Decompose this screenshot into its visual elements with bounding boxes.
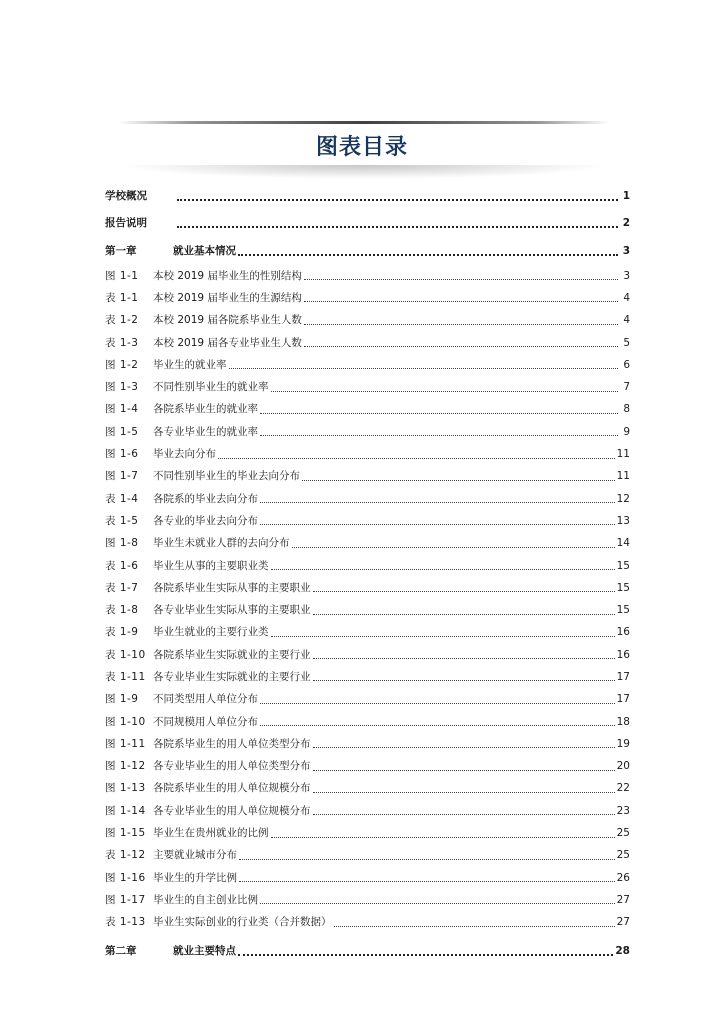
toc-entry-page: 17 (616, 670, 630, 683)
toc-entry[interactable] (105, 889, 630, 911)
toc-entry-page: 27 (616, 893, 630, 906)
toc-entry[interactable] (105, 755, 630, 777)
dot-leader (238, 954, 613, 956)
toc-entry[interactable] (105, 421, 630, 443)
toc-entry-label: 第一章 (105, 244, 137, 257)
toc-entry-title: 不同性别毕业生的毕业去向分布 (153, 470, 300, 483)
dot-leader (260, 903, 615, 904)
toc-entry[interactable] (105, 465, 630, 487)
toc-entry-title: 各院系毕业生的就业率 (153, 403, 258, 416)
toc-entry-title: 各院系的毕业去向分布 (153, 492, 258, 505)
dot-leader (313, 792, 615, 793)
toc-entry-page: 17 (616, 693, 630, 706)
toc-entry-page: 19 (616, 737, 630, 750)
toc-entry[interactable] (105, 867, 630, 889)
toc-entry-label: 表 1-5 (105, 514, 139, 527)
toc-entry[interactable] (105, 911, 630, 933)
toc-entry-title: 各专业毕业生的用人单位规模分布 (153, 804, 311, 817)
toc-entry-title: 各院系毕业生的用人单位类型分布 (153, 737, 311, 750)
dot-leader (260, 435, 618, 436)
dot-leader (271, 569, 615, 570)
toc-entry-title: 毕业去向分布 (153, 448, 216, 461)
toc-entry[interactable] (105, 710, 630, 732)
toc-entry[interactable] (105, 599, 630, 621)
toc-entry-page: 13 (616, 514, 630, 527)
toc-entry-page: 23 (616, 804, 630, 817)
toc-entry-label: 报告说明 (105, 217, 147, 230)
table-of-contents (105, 182, 630, 965)
toc-entry-title: 不同规模用人单位分布 (153, 715, 258, 728)
toc-entry-title: 不同性别毕业生的就业率 (153, 381, 269, 394)
toc-entry[interactable] (105, 621, 630, 643)
page-title: 图表目录 (315, 135, 408, 160)
dot-leader (260, 524, 615, 525)
dot-leader (229, 368, 619, 369)
toc-entry-title: 不同类型用人单位分布 (153, 693, 258, 706)
toc-entry[interactable] (105, 237, 630, 265)
dot-leader (304, 346, 618, 347)
toc-entry[interactable] (105, 554, 630, 576)
toc-entry[interactable] (105, 182, 630, 210)
toc-entry-title: 毕业生就业的主要行业类 (153, 626, 269, 639)
toc-entry-page: 1 (622, 189, 630, 202)
dot-leader (271, 837, 615, 838)
toc-entry-page: 9 (623, 425, 630, 438)
dot-leader (313, 770, 615, 771)
toc-entry-label: 图 1-14 (105, 804, 146, 817)
toc-entry-page: 28 (615, 945, 630, 958)
toc-entry-title: 主要就业城市分布 (153, 849, 237, 862)
dot-leader (271, 391, 619, 392)
toc-entry-label: 表 1-2 (105, 314, 139, 327)
toc-entry-title: 毕业生的升学比例 (153, 871, 237, 884)
toc-entry[interactable] (105, 309, 630, 331)
toc-entry-label: 图 1-1 (105, 269, 139, 282)
dot-leader (302, 480, 615, 481)
toc-entry-label: 表 1-3 (105, 336, 139, 349)
toc-entry-label: 表 1-13 (105, 916, 146, 929)
toc-entry[interactable] (105, 443, 630, 465)
toc-entry-label: 表 1-1 (105, 291, 139, 304)
dot-leader (313, 591, 615, 592)
toc-entry-page: 15 (616, 604, 630, 617)
toc-entry[interactable] (105, 376, 630, 398)
toc-entry[interactable] (105, 800, 630, 822)
toc-entry-label: 图 1-13 (105, 782, 146, 795)
header-rule (118, 121, 610, 124)
dot-leader (260, 725, 615, 726)
toc-entry-title: 就业主要特点 (173, 945, 236, 958)
dot-leader (218, 458, 615, 459)
toc-entry-title: 各专业毕业生实际就业的主要行业 (153, 670, 311, 683)
toc-entry-label: 第二章 (105, 945, 137, 958)
toc-entry[interactable] (105, 644, 630, 666)
toc-entry-label: 图 1-8 (105, 537, 139, 550)
dot-leader (304, 301, 618, 302)
dot-leader (260, 502, 615, 503)
toc-entry-title: 就业基本情况 (173, 244, 236, 257)
toc-entry-title: 各专业的毕业去向分布 (153, 514, 258, 527)
toc-entry-page: 14 (616, 537, 630, 550)
toc-entry-label: 表 1-7 (105, 581, 139, 594)
toc-entry[interactable] (105, 688, 630, 710)
toc-entry-label: 表 1-12 (105, 849, 146, 862)
toc-entry[interactable] (105, 265, 630, 287)
toc-entry[interactable] (105, 287, 630, 309)
toc-entry-label: 图 1-17 (105, 893, 146, 906)
toc-entry-label: 图 1-6 (105, 448, 139, 461)
toc-entry-title: 毕业生在贵州就业的比例 (153, 827, 269, 840)
toc-entry-page: 26 (616, 871, 630, 884)
toc-entry-title: 本校 2019 届毕业生的性别结构 (153, 269, 302, 282)
toc-entry-label: 图 1-9 (105, 693, 139, 706)
dot-leader (304, 324, 618, 325)
toc-entry[interactable] (105, 331, 630, 353)
dot-leader (260, 703, 615, 704)
toc-entry-label: 图 1-11 (105, 737, 146, 750)
toc-entry-title: 毕业生的自主创业比例 (153, 893, 258, 906)
toc-entry-label: 表 1-9 (105, 626, 139, 639)
toc-entry[interactable] (105, 777, 630, 799)
toc-entry[interactable] (105, 487, 630, 509)
toc-entry-label: 表 1-6 (105, 559, 139, 572)
toc-entry-page: 15 (616, 581, 630, 594)
toc-entry-title: 各院系毕业生的用人单位规模分布 (153, 782, 311, 795)
toc-entry-title: 毕业生未就业人群的去向分布 (153, 537, 290, 550)
toc-entry-label: 图 1-5 (105, 425, 139, 438)
toc-entry-title: 各专业毕业生实际从事的主要职业 (153, 604, 311, 617)
toc-entry-title: 本校 2019 届毕业生的生源结构 (153, 291, 302, 304)
toc-entry-label: 学校概况 (105, 189, 147, 202)
toc-entry-page: 8 (623, 403, 630, 416)
toc-entry-label: 图 1-10 (105, 715, 146, 728)
toc-entry-page: 22 (616, 782, 630, 795)
dot-leader (313, 614, 615, 615)
title-shadow (118, 165, 610, 179)
toc-entry-page: 3 (623, 269, 630, 282)
toc-entry-page: 7 (623, 381, 630, 394)
toc-entry-page: 4 (623, 291, 630, 304)
toc-entry-page: 16 (616, 648, 630, 661)
toc-entry-page: 18 (616, 715, 630, 728)
toc-entry-page: 20 (616, 760, 630, 773)
toc-entry-label: 表 1-8 (105, 604, 139, 617)
toc-entry-page: 25 (616, 827, 630, 840)
dot-leader (238, 254, 618, 256)
toc-entry[interactable] (105, 844, 630, 866)
toc-entry-page: 3 (622, 244, 630, 257)
toc-entry-title: 各院系毕业生实际就业的主要行业 (153, 648, 311, 661)
toc-entry-page: 2 (622, 217, 630, 230)
toc-entry-label: 图 1-16 (105, 871, 146, 884)
dot-leader (313, 680, 615, 681)
toc-entry-page: 11 (616, 448, 630, 461)
toc-entry-page: 12 (616, 492, 630, 505)
toc-entry-label: 表 1-10 (105, 648, 146, 661)
toc-entry-title: 本校 2019 届各院系毕业生人数 (153, 314, 302, 327)
dot-leader (313, 814, 615, 815)
dot-leader (313, 658, 615, 659)
toc-entry-label: 图 1-7 (105, 470, 139, 483)
toc-entry-label: 图 1-4 (105, 403, 139, 416)
toc-entry-page: 11 (616, 470, 630, 483)
dot-leader (271, 636, 615, 637)
toc-entry-title: 毕业生从事的主要职业类 (153, 559, 269, 572)
toc-entry-title: 毕业生实际创业的行业类（合并数据） (153, 916, 332, 929)
dot-leader (292, 547, 615, 548)
toc-entry-label: 图 1-15 (105, 827, 146, 840)
toc-entry[interactable] (105, 532, 630, 554)
toc-entry-title: 各专业毕业生的就业率 (153, 425, 258, 438)
toc-entry-label: 表 1-11 (105, 670, 146, 683)
toc-entry[interactable] (105, 666, 630, 688)
toc-entry-title: 各院系毕业生实际从事的主要职业 (153, 581, 311, 594)
dot-leader (239, 859, 615, 860)
toc-entry-page: 25 (616, 849, 630, 862)
toc-entry-title: 毕业生的就业率 (153, 358, 227, 371)
toc-entry-label: 图 1-2 (105, 358, 139, 371)
toc-entry-page: 27 (616, 916, 630, 929)
toc-entry[interactable] (105, 822, 630, 844)
toc-entry-title: 本校 2019 届各专业毕业生人数 (153, 336, 302, 349)
toc-entry-page: 15 (616, 559, 630, 572)
toc-entry-page: 16 (616, 626, 630, 639)
dot-leader (177, 226, 618, 228)
toc-entry-page: 6 (623, 358, 630, 371)
toc-entry-label: 图 1-3 (105, 381, 139, 394)
toc-entry-title: 各专业毕业生的用人单位类型分布 (153, 760, 311, 773)
dot-leader (239, 881, 615, 882)
dot-leader (313, 747, 615, 748)
toc-entry-page: 4 (623, 314, 630, 327)
dot-leader (260, 413, 618, 414)
dot-leader (177, 199, 618, 201)
dot-leader (304, 279, 618, 280)
toc-entry-page: 5 (623, 336, 630, 349)
toc-entry[interactable] (105, 937, 630, 965)
toc-entry[interactable] (105, 210, 630, 238)
toc-entry-label: 图 1-12 (105, 760, 146, 773)
toc-entry[interactable] (105, 577, 630, 599)
toc-entry[interactable] (105, 510, 630, 532)
toc-entry[interactable] (105, 398, 630, 420)
toc-entry-label: 表 1-4 (105, 492, 139, 505)
toc-entry[interactable] (105, 354, 630, 376)
dot-leader (334, 926, 615, 927)
toc-entry[interactable] (105, 733, 630, 755)
